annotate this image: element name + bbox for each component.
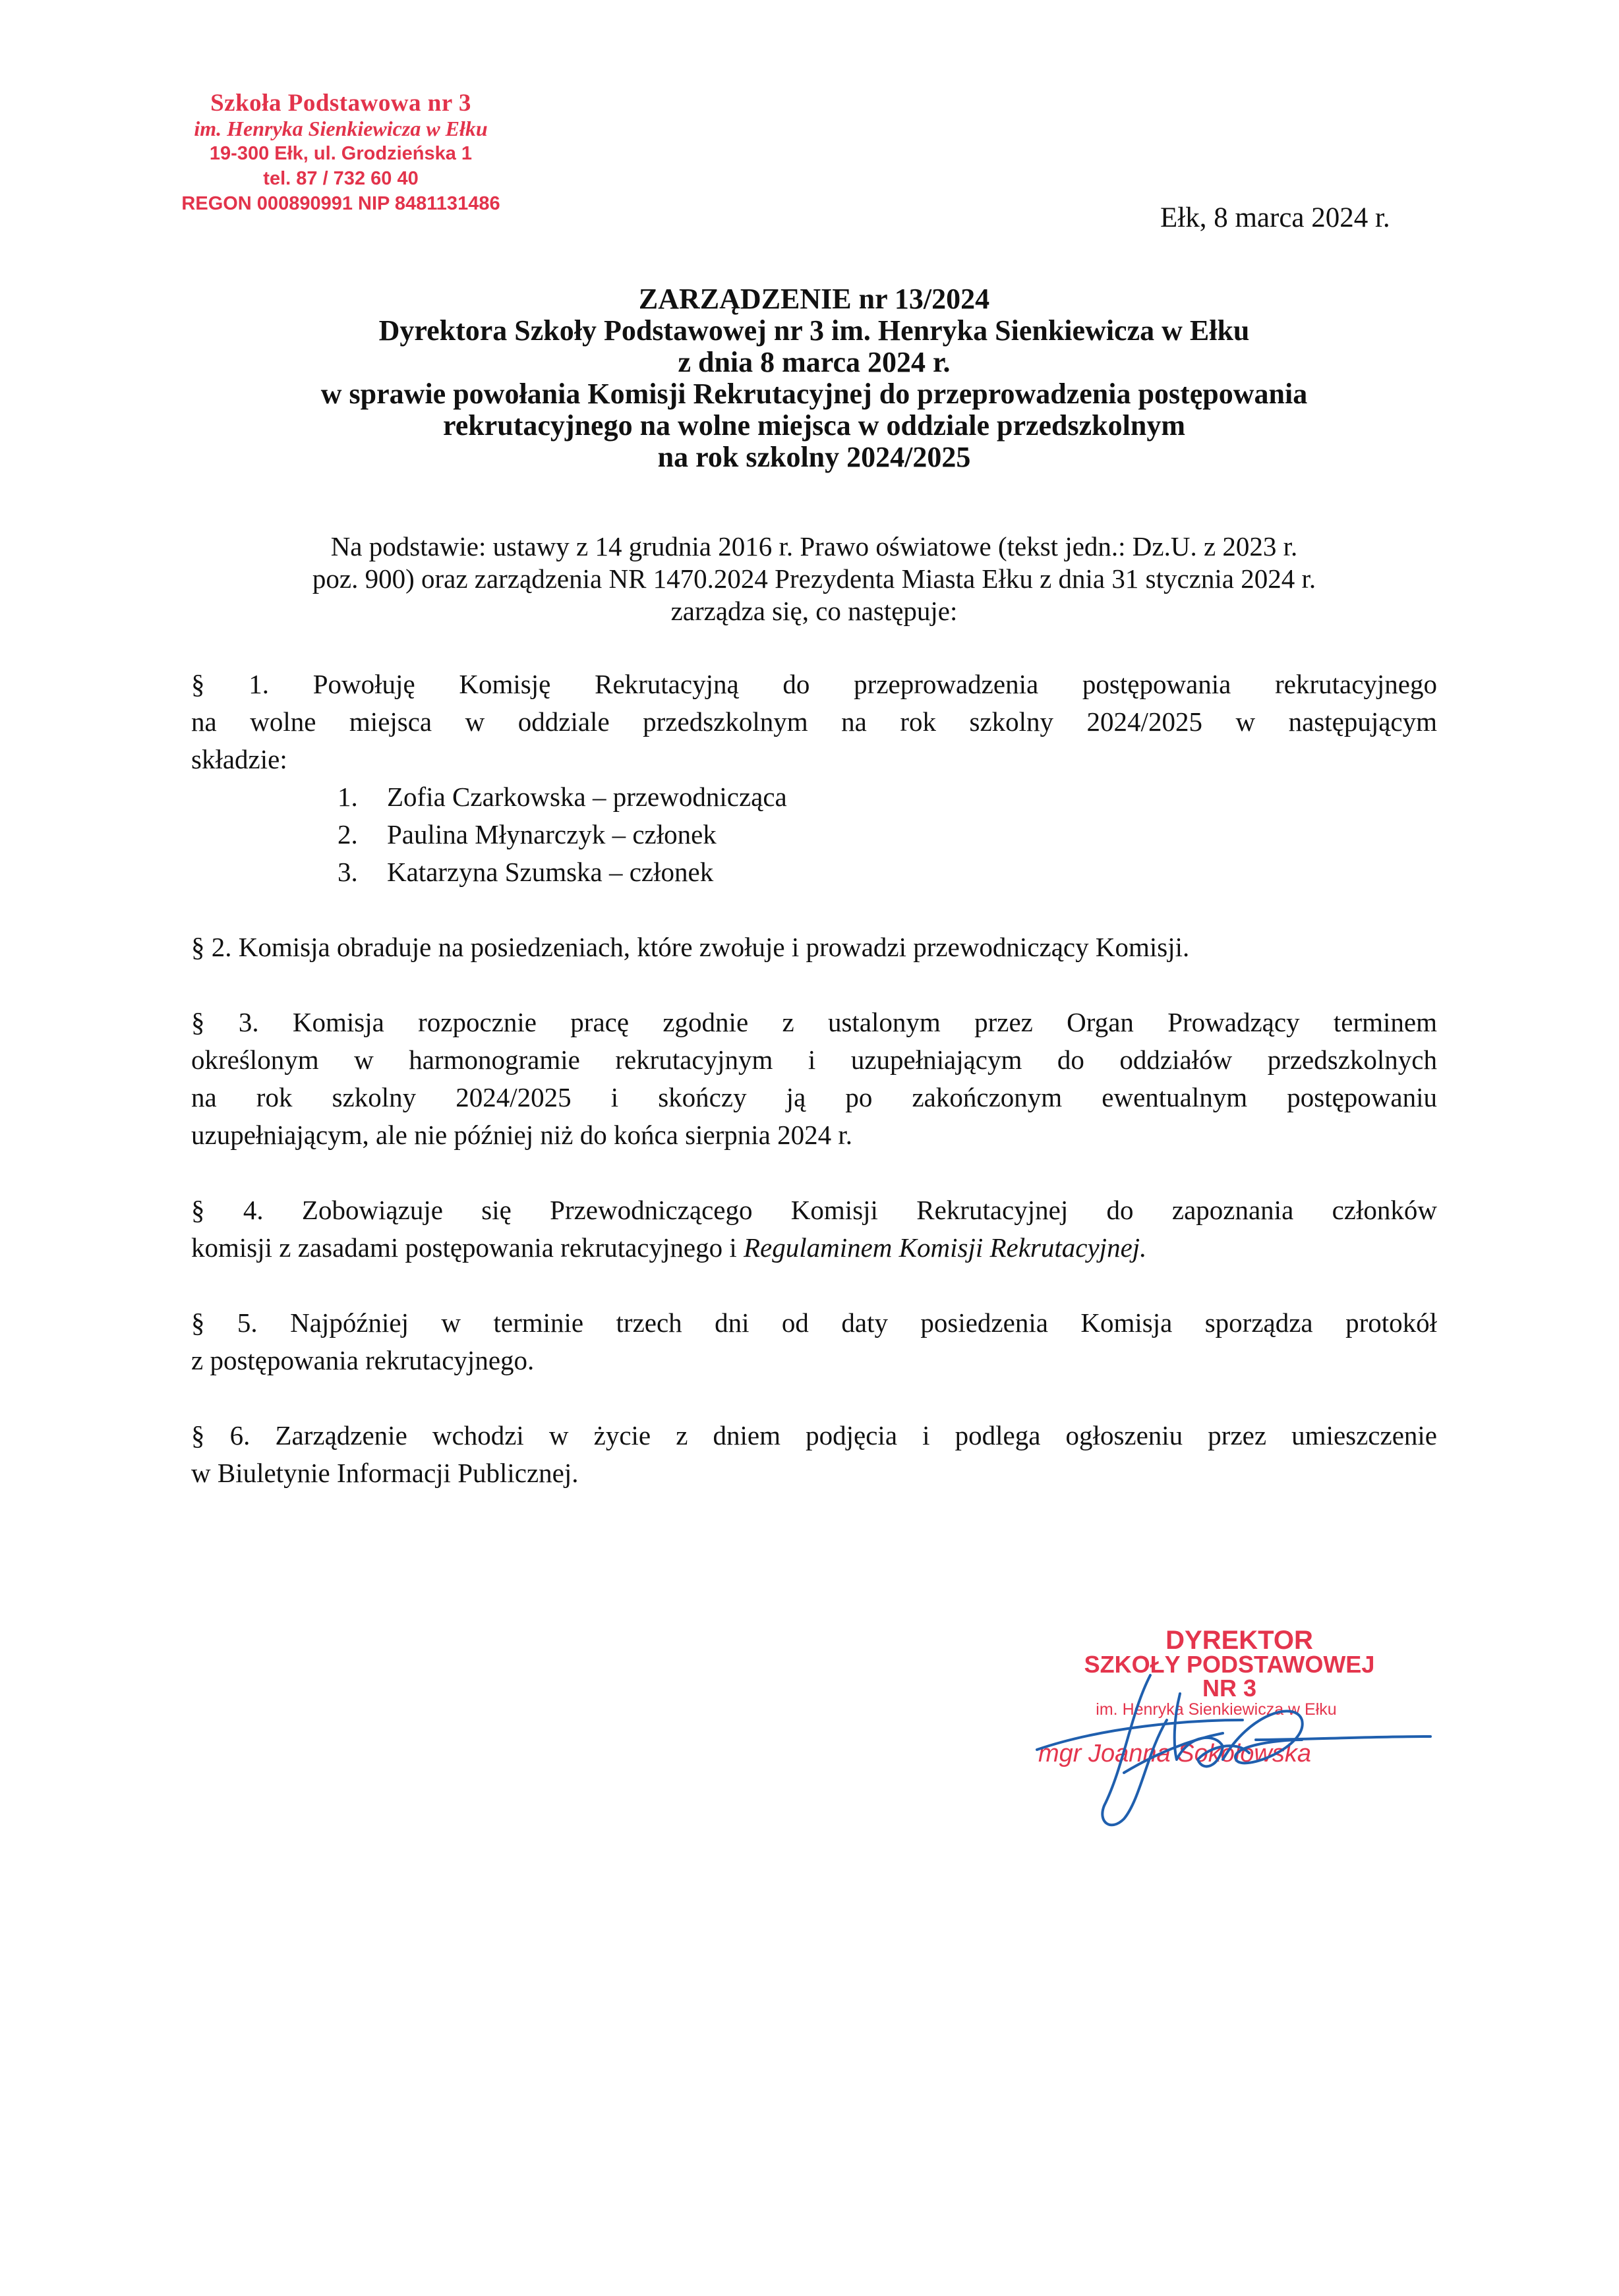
section-4-text: komisji z zasadami postępowania rekrutacyjnego i xyxy=(191,1232,744,1263)
title-line-4: w sprawie powołania Komisji Rekrutacyjnej do przeprowadzenia postępowania xyxy=(320,378,1308,410)
section-1 xyxy=(191,666,1437,778)
section-3-line: określonym w harmonogramie rekrutacyjnym i uzupełniającym do oddziałów przedszkolnych xyxy=(191,1045,1437,1075)
school-stamp-phone: tel. 87 / 732 60 40 xyxy=(263,168,419,189)
school-stamp-address: 19-300 Ełk, ul. Grodzieńska 1 xyxy=(209,143,473,164)
list-item xyxy=(191,778,1437,816)
school-stamp xyxy=(153,91,529,216)
document-title xyxy=(191,283,1437,473)
title-line-2: Dyrektora Szkoły Podstawowej nr 3 im. Henryka Sienkiewicza w Ełku xyxy=(378,314,1250,347)
legal-basis-line-3: zarządza się, co następuje: xyxy=(670,596,958,626)
section-6 xyxy=(191,1417,1437,1492)
section-4-line xyxy=(191,1229,1437,1267)
director-stamp xyxy=(1025,1626,1394,1767)
section-3-line: na rok szkolny 2024/2025 i skończy ją po zakończonym ewentualnym postępowaniu xyxy=(191,1082,1437,1112)
list-item-number: 1. xyxy=(338,782,358,812)
committee-members-list xyxy=(191,778,1437,891)
section-4-line: § 4. Zobowiązuje się Przewodniczącego Komisji Rekrutacyjnej do zapoznania członków xyxy=(191,1195,1437,1225)
section-5-line: z postępowania rekrutacyjnego. xyxy=(191,1345,535,1375)
member-name: Katarzyna Szumska – członek xyxy=(387,857,714,887)
title-line-6: na rok szkolny 2024/2025 xyxy=(657,441,971,473)
section-1-line: składzie: xyxy=(191,744,287,774)
school-stamp-name: Szkoła Podstawowa nr 3 xyxy=(210,90,471,117)
section-5 xyxy=(191,1304,1437,1379)
section-4 xyxy=(191,1191,1437,1267)
legal-basis xyxy=(191,531,1437,627)
member-name: Zofia Czarkowska – przewodnicząca xyxy=(387,782,787,812)
title-line-3: z dnia 8 marca 2024 r. xyxy=(678,346,951,378)
regulation-title: Regulaminem Komisji Rekrutacyjnej. xyxy=(743,1232,1147,1263)
title-line-5: rekrutacyjnego na wolne miejsca w oddziale przedszkolnym xyxy=(443,409,1185,442)
director-stamp-title: DYREKTOR xyxy=(1165,1626,1313,1655)
section-6-line: w Biuletynie Informacji Publicznej. xyxy=(191,1458,579,1488)
section-2-line: § 2. Komisja obraduje na posiedzeniach, które zwołuje i prowadzi przewodniczący Komisji. xyxy=(191,932,1190,962)
section-2 xyxy=(191,929,1437,966)
document-body xyxy=(191,666,1437,1530)
list-item-number: 2. xyxy=(338,819,358,849)
school-stamp-ids: REGON 000890991 NIP 8481131486 xyxy=(181,193,500,214)
section-6-line: § 6. Zarządzenie wchodzi w życie z dniem podjęcia i podlega ogłoszeniu przez umieszczenie xyxy=(191,1420,1437,1450)
list-item xyxy=(191,816,1437,853)
section-5-line: § 5. Najpóźniej w terminie trzech dni od daty posiedzenia Komisja sporządza protokół xyxy=(191,1307,1437,1338)
member-name: Paulina Młynarczyk – członek xyxy=(387,819,717,849)
section-1-line: na wolne miejsca w oddziale przedszkolnym na rok szkolny 2024/2025 w następującym xyxy=(191,706,1437,737)
director-stamp-school: SZKOŁY PODSTAWOWEJ NR 3 xyxy=(1084,1651,1375,1702)
title-line-1: ZARZĄDZENIE nr 13/2024 xyxy=(638,283,990,315)
legal-basis-line-1: Na podstawie: ustawy z 14 grudnia 2016 r. Prawo oświatowe (tekst jedn.: Dz.U. z 2023 r. xyxy=(330,531,1298,561)
section-3-line: § 3. Komisja rozpocznie pracę zgodnie z ustalonym przez Organ Prowadzący terminem xyxy=(191,1007,1437,1037)
director-stamp-patron: im. Henryka Sienkiewicza w Ełku xyxy=(1096,1700,1337,1719)
school-stamp-patron: im. Henryka Sienkiewicza w Ełku xyxy=(194,117,488,140)
place-date: Ełk, 8 marca 2024 r. xyxy=(1160,202,1390,233)
section-3-line: uzupełniającym, ale nie później niż do końca sierpnia 2024 r. xyxy=(191,1120,853,1150)
legal-basis-line-2: poz. 900) oraz zarządzenia NR 1470.2024 Prezydenta Miasta Ełku z dnia 31 stycznia 2024 r. xyxy=(312,563,1316,594)
director-name: mgr Joanna Sokołowska xyxy=(1038,1740,1311,1767)
list-item xyxy=(191,853,1437,891)
section-3 xyxy=(191,1004,1437,1154)
section-1-line: § 1. Powołuję Komisję Rekrutacyjną do przeprowadzenia postępowania rekrutacyjnego xyxy=(191,669,1437,699)
list-item-number: 3. xyxy=(338,857,358,887)
